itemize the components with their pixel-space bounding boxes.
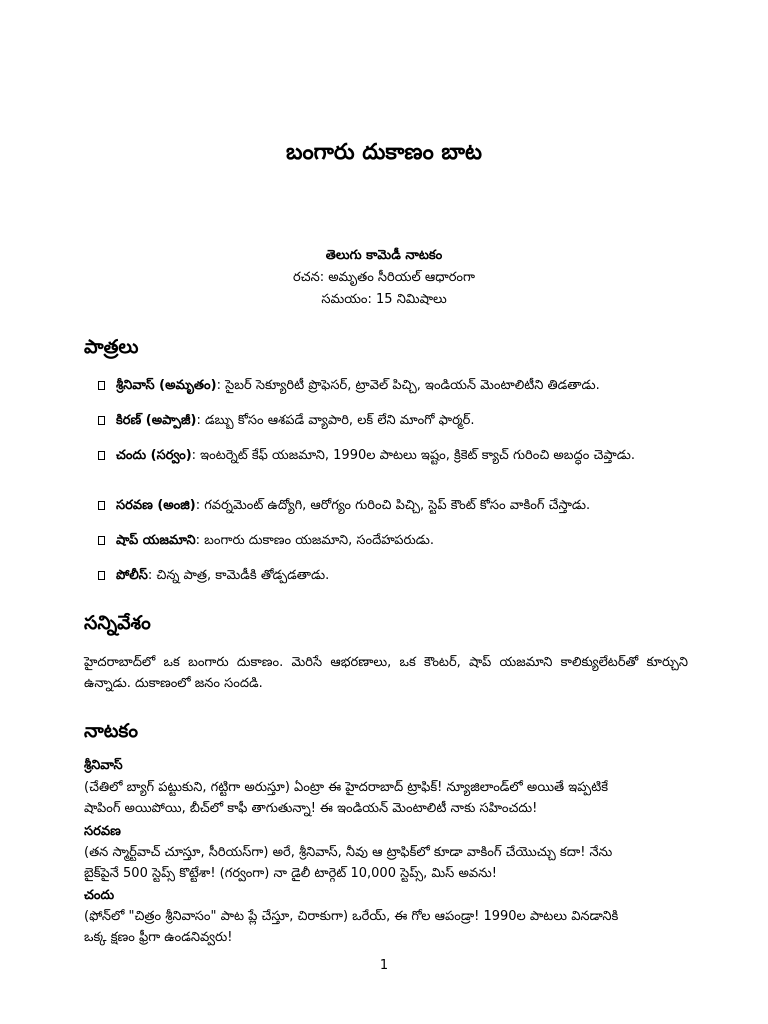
character-name: పోలీస్ xyxy=(116,568,148,583)
character-desc: : గవర్నమెంట్ ఉద్యోగి, ఆరోగ్యం గురించి పిచ్చి, స్టెప్ కౌంట్ కోసం వాకింగ్ చేస్తాడు. xyxy=(195,498,591,513)
character-desc: : డబ్బు కోసం ఆశపడే వ్యాపారి, లక్ లేని మాంగో ఫార్మర్. xyxy=(196,413,475,428)
character-name: శ్రీనివాస్ (అమృతం) xyxy=(116,378,217,393)
character-item xyxy=(116,496,688,516)
dialogue-line: (తన స్మార్ట్‌వాచ్ చూస్తూ, సీరియస్‌గా) అరే, శ్రీనివాస్, నీవు ఆ ట్రాఫిక్‌లో కూడా వాకింగ్ చేయొచ్చు కదా! నేను xyxy=(84,845,613,860)
character-item xyxy=(116,446,688,466)
character-desc: : బంగారు దుకాణం యజమాని, సందేహపరుడు. xyxy=(195,533,434,548)
dialogue-line: ఒక్క క్షణం ఫ్రీగా ఉండనివ్వరు! xyxy=(84,930,233,945)
character-item xyxy=(116,411,688,431)
character-name: సరవణ (అంజి) xyxy=(116,498,196,513)
document-title: బంగారు దుకాణం బాట xyxy=(285,140,482,165)
dialogue-line: బైక్‌పైనే 500 స్టెప్స్ కొట్టేశా! (గర్వంగా) నా డైలీ టార్గెట్ 10,000 స్టెప్స్, మిస్ అవను! xyxy=(84,866,497,881)
characters-heading: పాత్రలు xyxy=(84,336,139,358)
speaker-name: సరవణ xyxy=(84,824,121,839)
duration-line: సమయం: 15 నిమిషాలు xyxy=(321,292,447,307)
credit-line: రచన: అమృతం సీరియల్ ఆధారంగా xyxy=(293,270,475,285)
page-number: 1 xyxy=(379,958,389,973)
dialogue-line: (చేతిలో బ్యాగ్ పట్టుకుని, గట్టిగా అరుస్తూ) ఏంట్రా ఈ హైదరాబాద్ ట్రాఫిక్! న్యూజిలాండ్‌లో అయితే ఇప్పటికే xyxy=(84,780,609,795)
bullet-box-icon xyxy=(98,416,105,425)
play-heading: నాటకం xyxy=(84,720,138,742)
character-name: షాప్ యజమాని xyxy=(116,533,196,548)
character-item xyxy=(116,376,688,396)
speaker-name: శ్రీనివాస్ xyxy=(84,758,123,773)
bullet-box-icon xyxy=(98,381,105,390)
character-name: చందు (సర్వం) xyxy=(116,448,192,463)
setting-heading: సన్నివేశం xyxy=(84,612,151,634)
subtitle: తెలుగు కామెడీ నాటకం xyxy=(325,248,443,263)
character-desc: : సైబర్ సెక్యూరిటీ ప్రొఫెసర్, ట్రావెల్ పిచ్చి, ఇండియన్ మెంటాలిటీని తిడతాడు. xyxy=(216,378,600,393)
bullet-box-icon xyxy=(98,536,105,545)
character-desc: : ఇంటర్నెట్ కేఫ్ యజమాని, 1990ల పాటలు ఇష్టం, క్రికెట్ క్యాచ్ గురించి అబద్ధం చెప్తాడు. xyxy=(191,448,635,463)
setting-paragraph: హైదరాబాద్‌లో ఒక బంగారు దుకాణం. మెరిసే ఆభరణాలు, ఒక కౌంటర్, షాప్ యజమాని కాలిక్యులేటర్‌తో కూర్చుని ఉన్నాడు. దుకాణంలో జనం సందడి. xyxy=(84,655,688,691)
bullet-box-icon xyxy=(98,451,105,460)
dialogue-line: షాపింగ్ అయిపోయి, బీచ్‌లో కాఫీ తాగుతున్నా! ఈ ఇండియన్ మెంటాలిటీ నాకు సహించదు! xyxy=(84,801,538,816)
bullet-box-icon xyxy=(98,501,105,510)
bullet-box-icon xyxy=(98,571,105,580)
character-item xyxy=(116,566,688,586)
character-item xyxy=(116,531,688,551)
character-name: కిరణ్ (అప్పాజీ) xyxy=(116,413,197,428)
character-desc: : చిన్న పాత్ర, కామెడీకి తోడ్పడతాడు. xyxy=(147,568,330,583)
dialogue-line: (ఫోన్‌లో "చిత్రం శ్రీనివాసం" పాట ప్లే చేస్తూ, చిరాకుగా) ఒరేయ్, ఈ గోల ఆపండ్రా! 1990ల పాటలు వినడానికి xyxy=(84,909,619,924)
speaker-name: చందు xyxy=(84,888,115,903)
